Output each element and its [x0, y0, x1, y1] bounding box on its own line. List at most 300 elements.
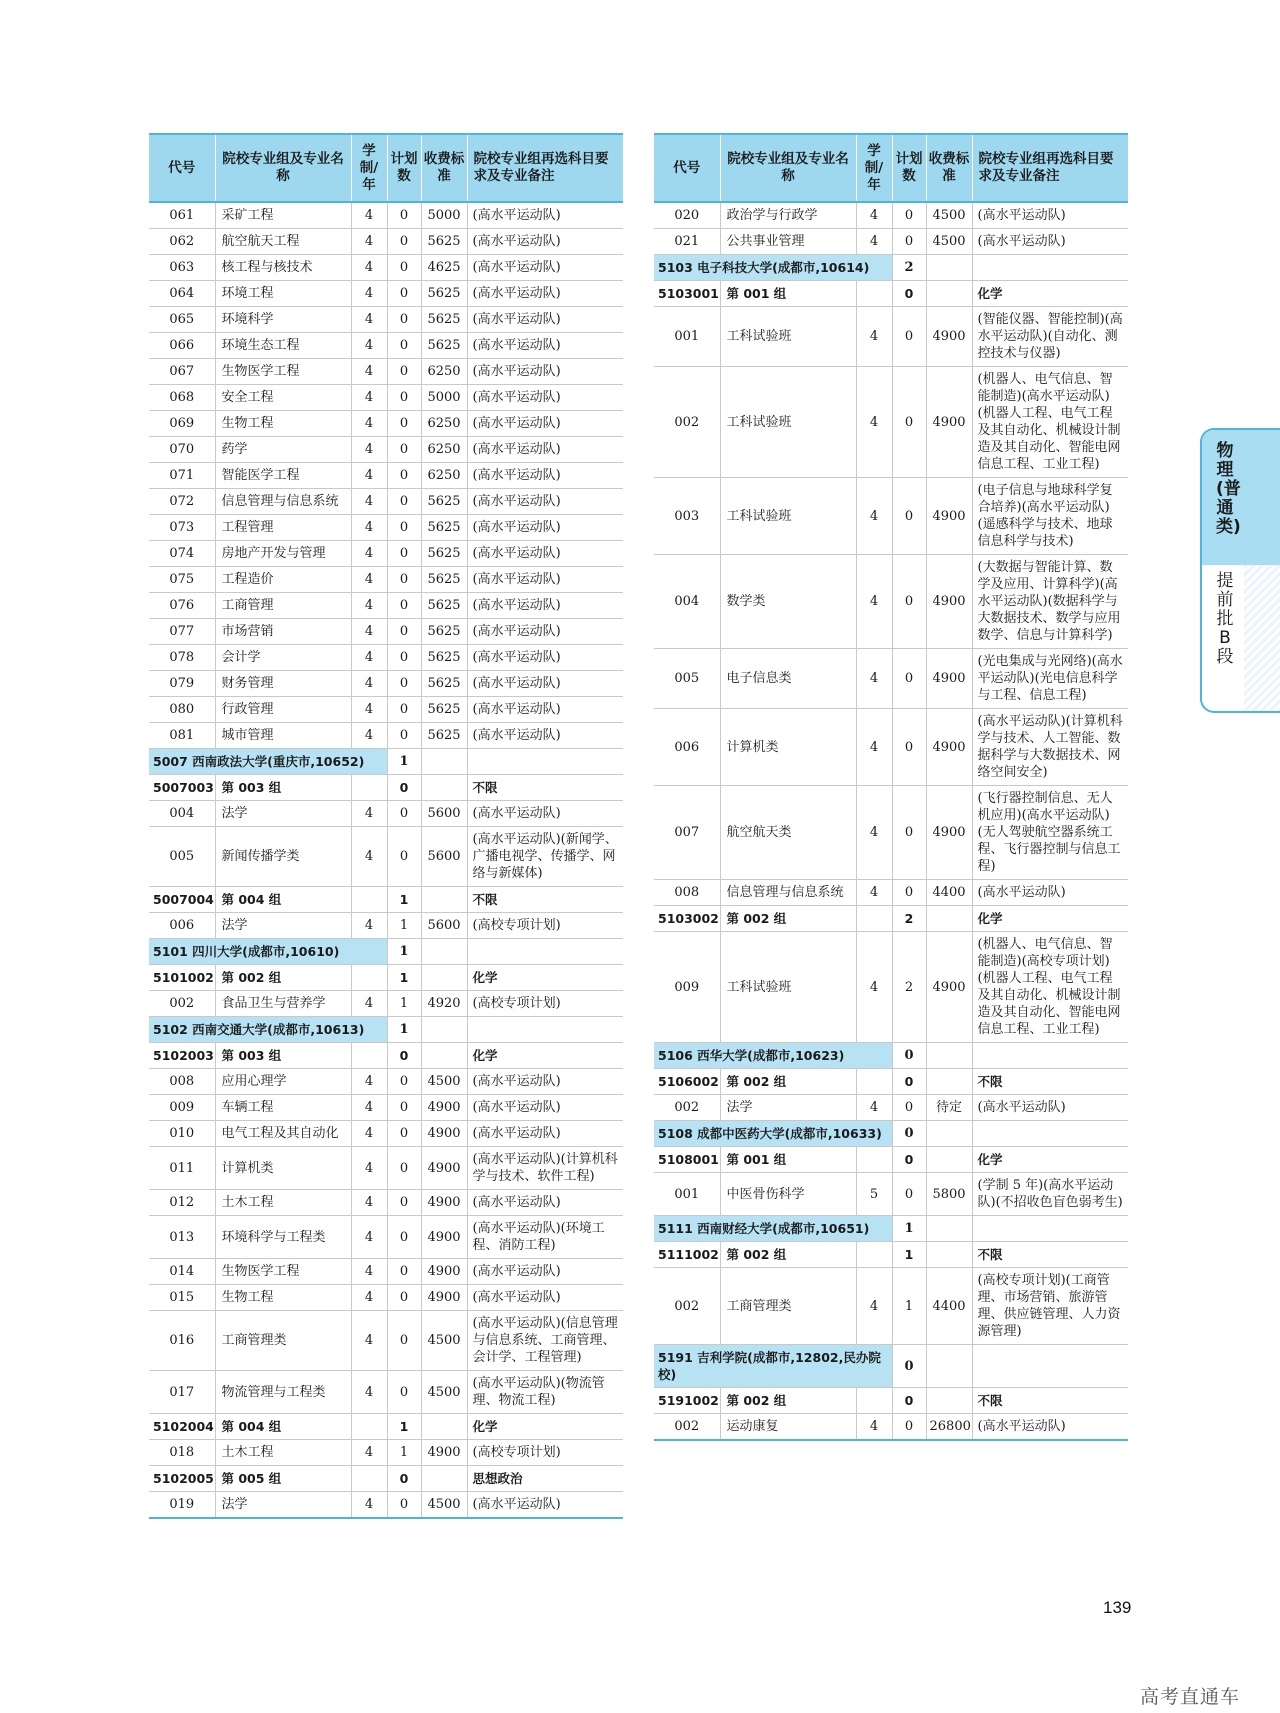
empty-cell: [421, 1017, 467, 1043]
university-plan: 1: [387, 749, 421, 775]
tuition-fee: 6250: [421, 437, 467, 463]
study-years: 4: [351, 437, 387, 463]
study-years: 4: [351, 1190, 387, 1216]
tuition-fee: 5625: [421, 697, 467, 723]
plan-count: 0: [387, 489, 421, 515]
table-row: [654, 202, 1128, 229]
tuition-fee: 4500: [421, 1069, 467, 1095]
group-row: [654, 906, 1128, 932]
major-note: (高校专项计划): [467, 1440, 623, 1466]
tuition-fee: 5625: [421, 723, 467, 749]
header-fee: 收费标准: [421, 134, 467, 202]
major-code: 064: [149, 281, 215, 307]
tuition-fee: 6250: [421, 411, 467, 437]
empty-cell: [856, 906, 892, 932]
table-row: [149, 1121, 623, 1147]
major-name: 航空航天工程: [215, 229, 351, 255]
major-note: (高水平运动队): [467, 229, 623, 255]
tuition-fee: 4900: [421, 1259, 467, 1285]
tuition-fee: 4900: [926, 709, 972, 786]
study-years: 4: [351, 593, 387, 619]
tuition-fee: 4900: [926, 649, 972, 709]
plan-count: 0: [387, 1147, 421, 1190]
major-name: 核工程与核技术: [215, 255, 351, 281]
group-plan: 0: [892, 1069, 926, 1095]
study-years: 4: [351, 359, 387, 385]
tuition-fee: 待定: [926, 1095, 972, 1121]
tuition-fee: 4400: [926, 1268, 972, 1345]
plan-count: 0: [892, 367, 926, 478]
study-years: 4: [351, 1121, 387, 1147]
header-major: 院校专业组及专业名称: [720, 134, 856, 202]
empty-cell: [972, 1345, 1128, 1388]
study-years: 4: [351, 991, 387, 1017]
major-note: (高水平运动队): [467, 1285, 623, 1311]
empty-cell: [421, 1466, 467, 1492]
study-years: 4: [856, 932, 892, 1043]
table-header-row: [654, 134, 1128, 202]
study-years: 4: [351, 411, 387, 437]
major-code: 075: [149, 567, 215, 593]
plan-count: 0: [892, 307, 926, 367]
table-row: [149, 202, 623, 229]
major-note: (高水平运动队): [467, 1259, 623, 1285]
group-plan: 0: [892, 1388, 926, 1414]
empty-cell: [972, 1216, 1128, 1242]
plan-count: 0: [387, 801, 421, 827]
major-name: 运动康复: [720, 1414, 856, 1441]
plan-count: 0: [892, 786, 926, 880]
study-years: 4: [351, 463, 387, 489]
group-code: 5102004: [149, 1414, 215, 1440]
tuition-fee: 4900: [926, 367, 972, 478]
tuition-fee: 5625: [421, 333, 467, 359]
admission-table-left: [149, 133, 623, 1519]
major-note: (高水平运动队): [467, 723, 623, 749]
university-row: [654, 1345, 1128, 1388]
group-subject-requirement: 化学: [467, 1043, 623, 1069]
major-note: (机器人、电气信息、智能制造)(高校专项计划)(机器人工程、电气工程及其自动化、机械设计制造及其自动化、智能电网信息工程、工业工程): [972, 932, 1128, 1043]
plan-count: 0: [892, 880, 926, 906]
table-row: [149, 515, 623, 541]
side-tab-stripes: [1244, 565, 1280, 713]
major-note: (飞行器控制信息、无人机应用)(高水平运动队)(无人驾驶航空器系统工程、飞行器控制与信息工程): [972, 786, 1128, 880]
major-name: 采矿工程: [215, 202, 351, 229]
group-name: 第 002 组: [720, 1242, 856, 1268]
major-code: 005: [149, 827, 215, 887]
study-years: 4: [351, 515, 387, 541]
tuition-fee: 6250: [421, 463, 467, 489]
plan-count: 0: [387, 255, 421, 281]
major-code: 012: [149, 1190, 215, 1216]
major-code: 001: [654, 1173, 720, 1216]
page-number: 139: [1103, 1598, 1132, 1617]
table-row: [149, 437, 623, 463]
major-note: (机器人、电气信息、智能制造)(高水平运动队)(机器人工程、电气工程及其自动化、机械设计制造及其自动化、智能电网信息工程、工业工程): [972, 367, 1128, 478]
table-row: [654, 1173, 1128, 1216]
major-code: 078: [149, 645, 215, 671]
table-row: [149, 463, 623, 489]
major-name: 生物工程: [215, 1285, 351, 1311]
table-row: [654, 649, 1128, 709]
major-note: (高校专项计划): [467, 913, 623, 939]
major-code: 016: [149, 1311, 215, 1371]
table-row: [149, 385, 623, 411]
tuition-fee: 5625: [421, 671, 467, 697]
plan-count: 0: [387, 333, 421, 359]
study-years: 4: [351, 619, 387, 645]
plan-count: 0: [387, 515, 421, 541]
header-major: 院校专业组及专业名称: [215, 134, 351, 202]
group-plan: 1: [892, 1242, 926, 1268]
major-name: 药学: [215, 437, 351, 463]
table-row: [654, 709, 1128, 786]
major-note: (智能仪器、智能控制)(高水平运动队)(自动化、测控技术与仪器): [972, 307, 1128, 367]
major-code: 069: [149, 411, 215, 437]
major-name: 生物医学工程: [215, 359, 351, 385]
table-row: [149, 359, 623, 385]
major-code: 017: [149, 1371, 215, 1414]
study-years: 4: [351, 723, 387, 749]
table-row: [149, 593, 623, 619]
tuition-fee: 4900: [421, 1440, 467, 1466]
plan-count: 1: [892, 1268, 926, 1345]
study-years: 4: [351, 281, 387, 307]
group-row: [654, 281, 1128, 307]
major-note: (高水平运动队): [467, 307, 623, 333]
empty-cell: [351, 1414, 387, 1440]
table-row: [149, 541, 623, 567]
study-years: 4: [351, 645, 387, 671]
major-name: 工商管理: [215, 593, 351, 619]
major-code: 019: [149, 1492, 215, 1519]
tuition-fee: 4900: [421, 1095, 467, 1121]
side-tab-secondary-label: 提前批B段: [1216, 571, 1234, 667]
tuition-fee: 4500: [421, 1371, 467, 1414]
header-requirements: 院校专业组再选科目要求及专业备注: [972, 134, 1128, 202]
study-years: 4: [351, 489, 387, 515]
university-row: [149, 749, 623, 775]
tuition-fee: 5625: [421, 567, 467, 593]
major-note: (高水平运动队): [467, 1121, 623, 1147]
empty-cell: [926, 1147, 972, 1173]
major-code: 062: [149, 229, 215, 255]
major-code: 076: [149, 593, 215, 619]
plan-count: 0: [387, 1216, 421, 1259]
table-row: [654, 229, 1128, 255]
major-name: 法学: [720, 1095, 856, 1121]
group-subject-requirement: 不限: [467, 887, 623, 913]
major-code: 077: [149, 619, 215, 645]
major-note: (高水平运动队)(新闻学、广播电视学、传播学、网络与新媒体): [467, 827, 623, 887]
group-plan: 0: [892, 1147, 926, 1173]
header-plan: 计划数: [892, 134, 926, 202]
major-name: 公共事业管理: [720, 229, 856, 255]
group-plan: 1: [387, 965, 421, 991]
university-title: 5111 西南财经大学(成都市,10651): [654, 1216, 892, 1242]
study-years: 4: [351, 801, 387, 827]
group-subject-requirement: 不限: [972, 1242, 1128, 1268]
major-note: (学制 5 年)(高水平运动队)(不招收色盲色弱考生): [972, 1173, 1128, 1216]
major-code: 014: [149, 1259, 215, 1285]
empty-cell: [421, 965, 467, 991]
major-name: 法学: [215, 1492, 351, 1519]
group-row: [149, 1043, 623, 1069]
study-years: 4: [351, 385, 387, 411]
group-code: 5102005: [149, 1466, 215, 1492]
major-name: 生物工程: [215, 411, 351, 437]
major-note: (高水平运动队): [467, 489, 623, 515]
study-years: 4: [351, 671, 387, 697]
university-title: 5102 西南交通大学(成都市,10613): [149, 1017, 387, 1043]
major-name: 工科试验班: [720, 307, 856, 367]
major-note: (高水平运动队): [467, 1095, 623, 1121]
plan-count: 0: [892, 1414, 926, 1441]
plan-count: 0: [892, 555, 926, 649]
group-subject-requirement: 化学: [972, 906, 1128, 932]
university-plan: 1: [387, 1017, 421, 1043]
table-row: [149, 723, 623, 749]
plan-count: 0: [387, 1492, 421, 1519]
table-row: [149, 671, 623, 697]
plan-count: 0: [387, 1259, 421, 1285]
major-name: 信息管理与信息系统: [720, 880, 856, 906]
plan-count: 0: [892, 709, 926, 786]
group-plan: 1: [387, 887, 421, 913]
study-years: 4: [856, 786, 892, 880]
study-years: 4: [351, 827, 387, 887]
tuition-fee: 4900: [421, 1147, 467, 1190]
major-name: 法学: [215, 801, 351, 827]
study-years: 4: [351, 333, 387, 359]
plan-count: 0: [387, 202, 421, 229]
header-years: 学制/年: [856, 134, 892, 202]
university-row: [654, 255, 1128, 281]
group-code: 5106002: [654, 1069, 720, 1095]
major-code: 068: [149, 385, 215, 411]
major-note: (高水平运动队)(计算机科学与技术、软件工程): [467, 1147, 623, 1190]
major-note: (大数据与智能计算、数学及应用、计算科学)(高水平运动队)(数据科学与大数据技术、数学与应用数学、信息与计算科学): [972, 555, 1128, 649]
group-subject-requirement: 不限: [972, 1388, 1128, 1414]
tuition-fee: 26800: [926, 1414, 972, 1441]
study-years: 4: [351, 1259, 387, 1285]
group-code: 5108001: [654, 1147, 720, 1173]
major-note: (高水平运动队): [467, 255, 623, 281]
table-row: [149, 1371, 623, 1414]
major-code: 066: [149, 333, 215, 359]
major-code: 061: [149, 202, 215, 229]
group-row: [654, 1242, 1128, 1268]
major-name: 环境科学: [215, 307, 351, 333]
major-note: (高水平运动队): [467, 463, 623, 489]
major-name: 安全工程: [215, 385, 351, 411]
study-years: 4: [856, 367, 892, 478]
empty-cell: [972, 255, 1128, 281]
university-plan: 1: [892, 1216, 926, 1242]
major-note: (高水平运动队)(计算机科学与技术、人工智能、数据科学与大数据技术、网络空间安全): [972, 709, 1128, 786]
empty-cell: [351, 965, 387, 991]
study-years: 4: [351, 1492, 387, 1519]
university-title: 5103 电子科技大学(成都市,10614): [654, 255, 892, 281]
plan-count: 0: [387, 567, 421, 593]
tuition-fee: 4500: [926, 202, 972, 229]
plan-count: 0: [387, 1371, 421, 1414]
major-code: 021: [654, 229, 720, 255]
table-row: [149, 645, 623, 671]
plan-count: 1: [387, 1440, 421, 1466]
study-years: 4: [856, 649, 892, 709]
plan-count: 0: [387, 541, 421, 567]
study-years: 4: [351, 1311, 387, 1371]
plan-count: 0: [387, 229, 421, 255]
header-years: 学制/年: [351, 134, 387, 202]
empty-cell: [467, 1017, 623, 1043]
plan-count: 0: [387, 697, 421, 723]
university-title: 5007 西南政法大学(重庆市,10652): [149, 749, 387, 775]
university-title: 5101 四川大学(成都市,10610): [149, 939, 387, 965]
major-note: (高校专项计划)(工商管理、市场营销、旅游管理、供应链管理、人力资源管理): [972, 1268, 1128, 1345]
university-row: [654, 1121, 1128, 1147]
major-name: 土木工程: [215, 1190, 351, 1216]
tuition-fee: 5600: [421, 801, 467, 827]
plan-count: 0: [387, 671, 421, 697]
group-code: 5103002: [654, 906, 720, 932]
table-row: [149, 1216, 623, 1259]
tuition-fee: 4900: [926, 932, 972, 1043]
major-code: 003: [654, 478, 720, 555]
plan-count: 0: [387, 307, 421, 333]
empty-cell: [351, 775, 387, 801]
plan-count: 1: [387, 991, 421, 1017]
major-name: 计算机类: [215, 1147, 351, 1190]
empty-cell: [926, 1216, 972, 1242]
study-years: 4: [351, 255, 387, 281]
major-name: 中医骨伤科学: [720, 1173, 856, 1216]
major-note: (高水平运动队): [467, 1190, 623, 1216]
major-note: (高水平运动队): [467, 567, 623, 593]
group-name: 第 001 组: [720, 1147, 856, 1173]
empty-cell: [926, 1388, 972, 1414]
major-name: 工商管理类: [720, 1268, 856, 1345]
group-plan: 2: [892, 906, 926, 932]
group-subject-requirement: 思想政治: [467, 1466, 623, 1492]
header-plan: 计划数: [387, 134, 421, 202]
major-code: 067: [149, 359, 215, 385]
plan-count: 0: [892, 229, 926, 255]
study-years: 4: [351, 1440, 387, 1466]
empty-cell: [926, 255, 972, 281]
major-code: 063: [149, 255, 215, 281]
table-row: [654, 555, 1128, 649]
major-code: 071: [149, 463, 215, 489]
major-code: 073: [149, 515, 215, 541]
major-name: 电气工程及其自动化: [215, 1121, 351, 1147]
plan-count: 0: [387, 1095, 421, 1121]
table-row: [149, 1311, 623, 1371]
major-name: 环境工程: [215, 281, 351, 307]
major-name: 车辆工程: [215, 1095, 351, 1121]
university-plan: 0: [892, 1121, 926, 1147]
tuition-fee: 5625: [421, 489, 467, 515]
group-subject-requirement: 不限: [467, 775, 623, 801]
group-subject-requirement: 化学: [972, 281, 1128, 307]
group-plan: 0: [387, 1043, 421, 1069]
university-row: [654, 1216, 1128, 1242]
major-code: 079: [149, 671, 215, 697]
tuition-fee: 4500: [926, 229, 972, 255]
table-row: [149, 255, 623, 281]
table-row: [149, 1492, 623, 1519]
header-fee: 收费标准: [926, 134, 972, 202]
category-side-tab: [1200, 428, 1280, 713]
group-subject-requirement: 化学: [467, 965, 623, 991]
tuition-fee: 4900: [421, 1285, 467, 1311]
major-name: 工科试验班: [720, 367, 856, 478]
major-note: (高水平运动队): [972, 1414, 1128, 1441]
major-code: 008: [654, 880, 720, 906]
major-name: 城市管理: [215, 723, 351, 749]
group-code: 5007003: [149, 775, 215, 801]
major-name: 应用心理学: [215, 1069, 351, 1095]
study-years: 4: [351, 1069, 387, 1095]
group-name: 第 001 组: [720, 281, 856, 307]
university-row: [149, 939, 623, 965]
study-years: 4: [351, 1095, 387, 1121]
table-row: [654, 307, 1128, 367]
group-row: [149, 1414, 623, 1440]
group-code: 5111002: [654, 1242, 720, 1268]
empty-cell: [351, 1466, 387, 1492]
university-plan: 2: [892, 255, 926, 281]
empty-cell: [467, 939, 623, 965]
empty-cell: [351, 1043, 387, 1069]
table-row: [149, 619, 623, 645]
plan-count: 0: [387, 463, 421, 489]
major-note: (高校专项计划): [467, 991, 623, 1017]
group-name: 第 002 组: [720, 1069, 856, 1095]
table-row: [654, 786, 1128, 880]
study-years: 4: [351, 697, 387, 723]
major-note: (高水平运动队): [467, 437, 623, 463]
major-note: (高水平运动队)(物流管理、物流工程): [467, 1371, 623, 1414]
tuition-fee: 5600: [421, 913, 467, 939]
major-note: (高水平运动队): [467, 1492, 623, 1519]
plan-count: 0: [892, 1095, 926, 1121]
header-code: 代号: [654, 134, 720, 202]
table-row: [149, 333, 623, 359]
major-code: 002: [654, 1414, 720, 1441]
major-name: 房地产开发与管理: [215, 541, 351, 567]
empty-cell: [856, 1147, 892, 1173]
plan-count: 0: [387, 437, 421, 463]
study-years: 4: [351, 1285, 387, 1311]
empty-cell: [972, 1043, 1128, 1069]
empty-cell: [421, 887, 467, 913]
major-code: 015: [149, 1285, 215, 1311]
major-code: 008: [149, 1069, 215, 1095]
empty-cell: [856, 281, 892, 307]
major-code: 081: [149, 723, 215, 749]
plan-count: 0: [892, 202, 926, 229]
major-code: 070: [149, 437, 215, 463]
plan-count: 0: [387, 1069, 421, 1095]
group-plan: 0: [387, 1466, 421, 1492]
tuition-fee: 5625: [421, 515, 467, 541]
study-years: 4: [351, 202, 387, 229]
university-plan: 1: [387, 939, 421, 965]
major-note: (高水平运动队): [467, 411, 623, 437]
tuition-fee: 5800: [926, 1173, 972, 1216]
